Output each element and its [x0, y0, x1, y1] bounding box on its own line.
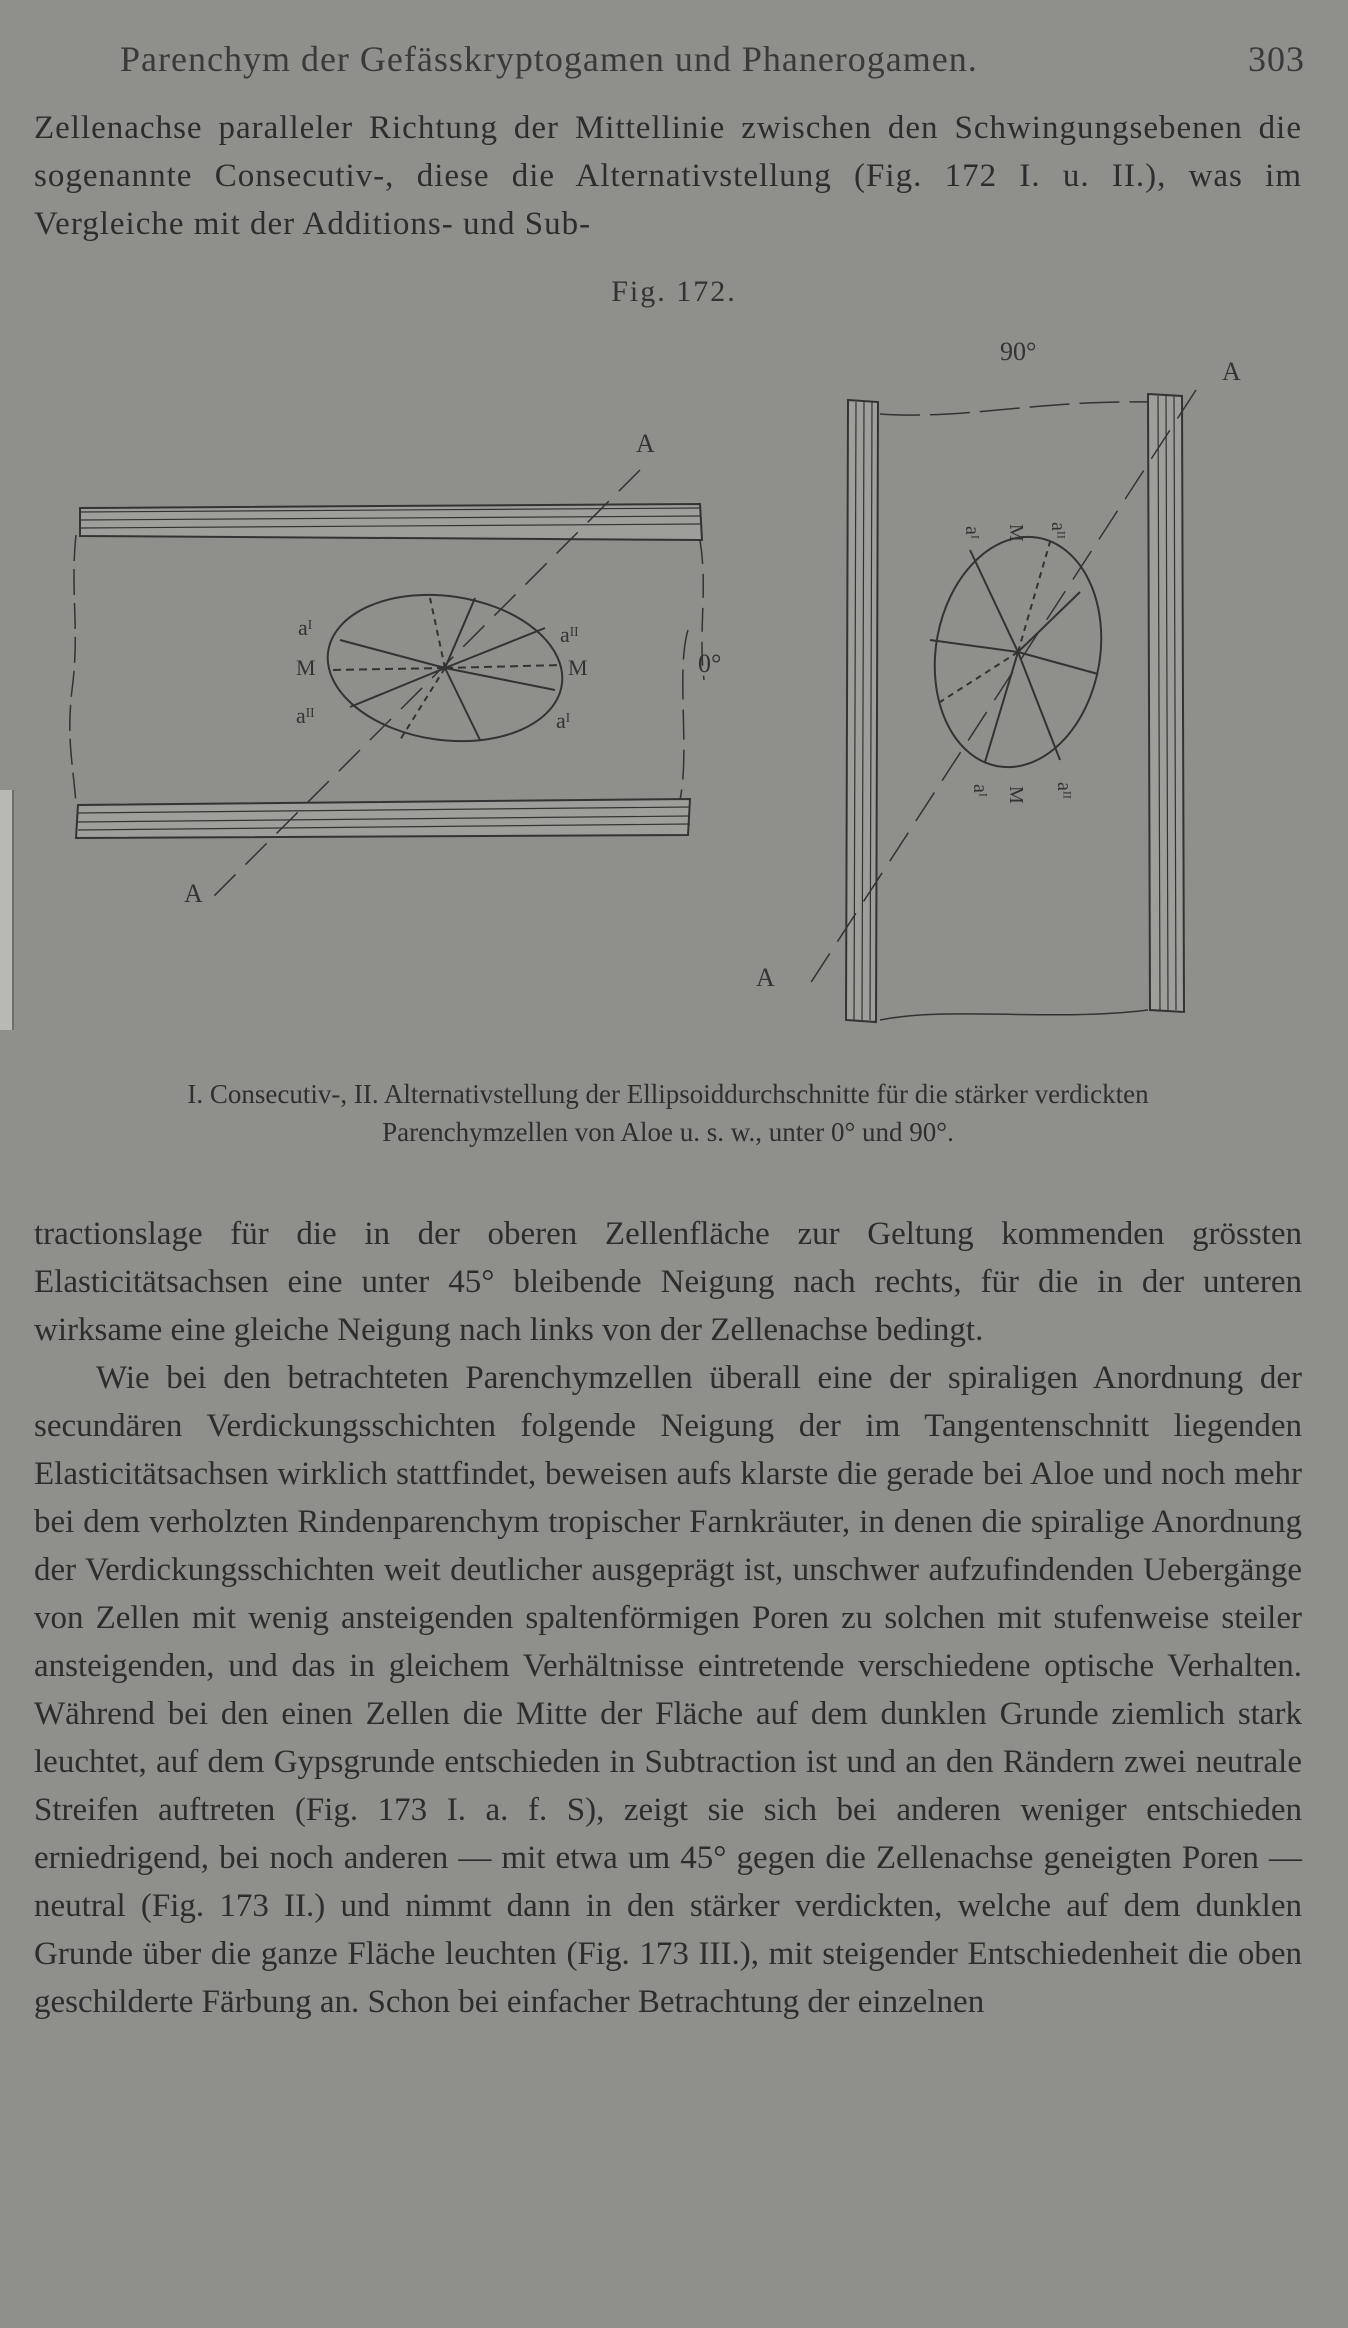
- figure-label: Fig. 172.: [611, 275, 737, 308]
- left-angle-label: 0°: [698, 649, 722, 678]
- left-label-a2-left: aᴵᴵ: [296, 703, 315, 728]
- right-angle-label: 90°: [1000, 337, 1037, 366]
- figure-caption-line2: Parenchymzellen von Aloe u. s. w., unter 0° und 90°.: [382, 1117, 954, 1147]
- paragraph-top-text: Zellenachse paralleler Richtung der Mittellinie zwischen den Schwingungsebenen die sogenannte Consecutiv-, diese die Alternativstellung (Fig. 172 I. u. II.), was im Vergleiche mit der Additions- und Sub-: [34, 110, 1302, 242]
- left-label-M-left: M: [296, 655, 316, 680]
- paragraph-continuation: tractionslage für die in der oberen Zellenfläche zur Geltung kommenden grössten Elasticitätsachsen eine unter 45° bleibende Neigung nach rechts, für die in der unteren wirksame eine gleiche Neigung nach links von der Zellenachse bedingt.: [34, 1216, 1302, 1348]
- left-label-a2-right: aᴵᴵ: [560, 622, 579, 647]
- left-axis-label-bottom: A: [184, 879, 203, 908]
- right-label-top-M: M: [1005, 524, 1027, 542]
- figure-172: [0, 330, 1348, 1050]
- right-label-top-a1: aᴵ: [961, 526, 983, 539]
- running-head: [120, 38, 1305, 80]
- right-label-bottom-a1: aᴵ: [969, 784, 991, 797]
- left-label-M-right: M: [568, 655, 588, 680]
- figure-caption-line1: I. Consecutiv-, II. Alternativstellung der Ellipsoiddurchschnitte für die stärker verdickten: [187, 1079, 1149, 1109]
- page-number: 303: [1248, 39, 1305, 79]
- left-axis-label-top: A: [636, 429, 655, 458]
- right-label-bottom-M: M: [1005, 786, 1027, 804]
- cell-right-drawing: [806, 390, 1196, 1022]
- right-label-top-a2: aᴵᴵ: [1047, 522, 1069, 539]
- right-label-bottom-a2: aᴵᴵ: [1053, 782, 1075, 799]
- figure-caption: [34, 1075, 1302, 1151]
- paragraph-main: Wie bei den betrachteten Parenchymzellen überall eine der spiraligen Anordnung der secundären Verdickungsschichten folgende Neigung der im Tangentenschnitt liegenden Elasticitätsachsen wirklich stattfindet, beweisen aufs klarste die gerade bei Aloe und noch mehr bei dem verholzten Rindenparenchym tropischer Farnkräuter, in denen die spiralige Anordnung der Verdickungsschichten weit deutlicher ausgeprägt ist, unschwer aufzufindenden Uebergänge von Zellen mit wenig ansteigenden spaltenförmigen Poren zu solchen mit stufenweise steiler ansteigenden, und das in gleichem Verhältnisse eintretende verschiedene optische Verhalten. Während bei den einen Zellen die Mitte der Fläche auf dem dunklen Grunde ziemlich stark leuchtet, auf dem Gypsgrunde entschieden in Subtraction ist und an den Rändern zwei neutrale Streifen auftreten (Fig. 173 I. a. f. S), zeigt sie sich bei anderen weniger entschieden erniedrigend, bei noch anderen — mit etwa um 45° gegen die Zellenachse geneigten Poren — neutral (Fig. 173 II.) und nimmt dann in den stärker verdickten, welche auf dem dunklen Grunde über die ganze Fläche leuchten (Fig. 173 III.), mit steigender Entschiedenheit die oben geschilderte Färbung an. Schon bei einfacher Betrachtung der einzelnen: [34, 1360, 1302, 2020]
- right-axis-label-top: A: [1222, 357, 1241, 386]
- body-text: [34, 1210, 1302, 2026]
- cell-left-drawing: [70, 470, 704, 900]
- right-axis-label-bottom: A: [756, 963, 775, 992]
- left-label-a1-left: aᴵ: [298, 615, 313, 640]
- left-label-a1-right: aᴵ: [556, 708, 571, 733]
- running-head-title: Parenchym der Gefässkryptogamen und Phanerogamen.: [120, 39, 978, 79]
- paragraph-top: [34, 104, 1302, 248]
